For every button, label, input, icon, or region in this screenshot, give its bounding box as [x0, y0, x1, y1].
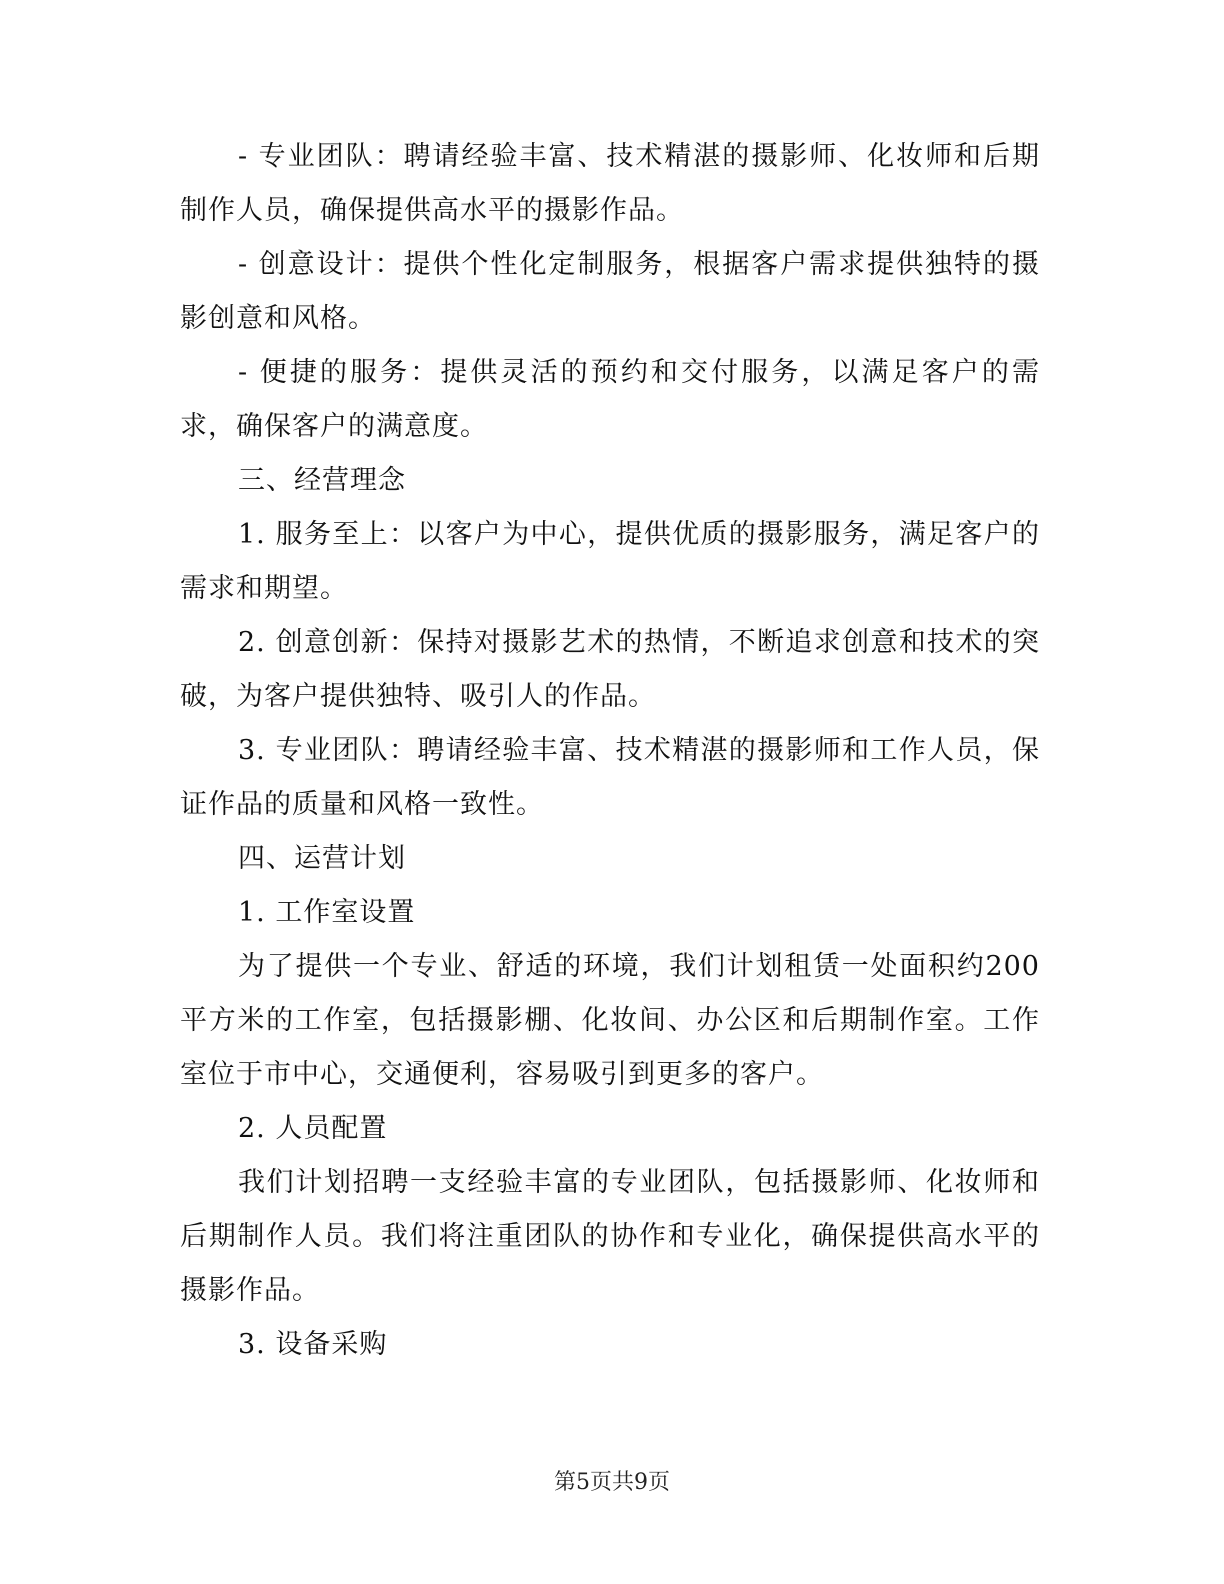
- paragraph-studio-setup: 为了提供一个专业、舒适的环境，我们计划租赁一处面积约200平方米的工作室，包括摄影棚、化妆间、办公区和后期制作室。工作室位于市中心，交通便利，容易吸引到更多的客户。: [180, 951, 1040, 1090]
- item-service-first: 1. 服务至上：以客户为中心，提供优质的摄影服务，满足客户的需求和期望。: [180, 519, 1040, 604]
- subheading-equipment-purchase: 3. 设备采购: [238, 1329, 388, 1360]
- bullet-professional-team: - 专业团队：聘请经验丰富、技术精湛的摄影师、化妆师和后期制作人员，确保提供高水平的摄影作品。: [180, 141, 1040, 226]
- item-creative-innovation: 2. 创意创新：保持对摄影艺术的热情，不断追求创意和技术的突破，为客户提供独特、吸引人的作品。: [180, 627, 1040, 712]
- bullet-creative-design: - 创意设计：提供个性化定制服务，根据客户需求提供独特的摄影创意和风格。: [180, 249, 1040, 334]
- document-body: [180, 130, 1040, 1372]
- section-heading-operation-plan: 四、运营计划: [238, 843, 406, 874]
- subheading-staffing: 2. 人员配置: [238, 1113, 388, 1144]
- section-heading-business-philosophy: 三、经营理念: [238, 465, 406, 496]
- subheading-studio-setup: 1. 工作室设置: [238, 897, 416, 928]
- paragraph-staffing: 我们计划招聘一支经验丰富的专业团队，包括摄影师、化妆师和后期制作人员。我们将注重团队的协作和专业化，确保提供高水平的摄影作品。: [180, 1167, 1040, 1306]
- item-professional-team: 3. 专业团队：聘请经验丰富、技术精湛的摄影师和工作人员，保证作品的质量和风格一致性。: [180, 735, 1040, 820]
- bullet-convenient-service: - 便捷的服务：提供灵活的预约和交付服务，以满足客户的需求，确保客户的满意度。: [180, 357, 1040, 442]
- page-number-footer: 第5页共9页: [554, 1470, 670, 1495]
